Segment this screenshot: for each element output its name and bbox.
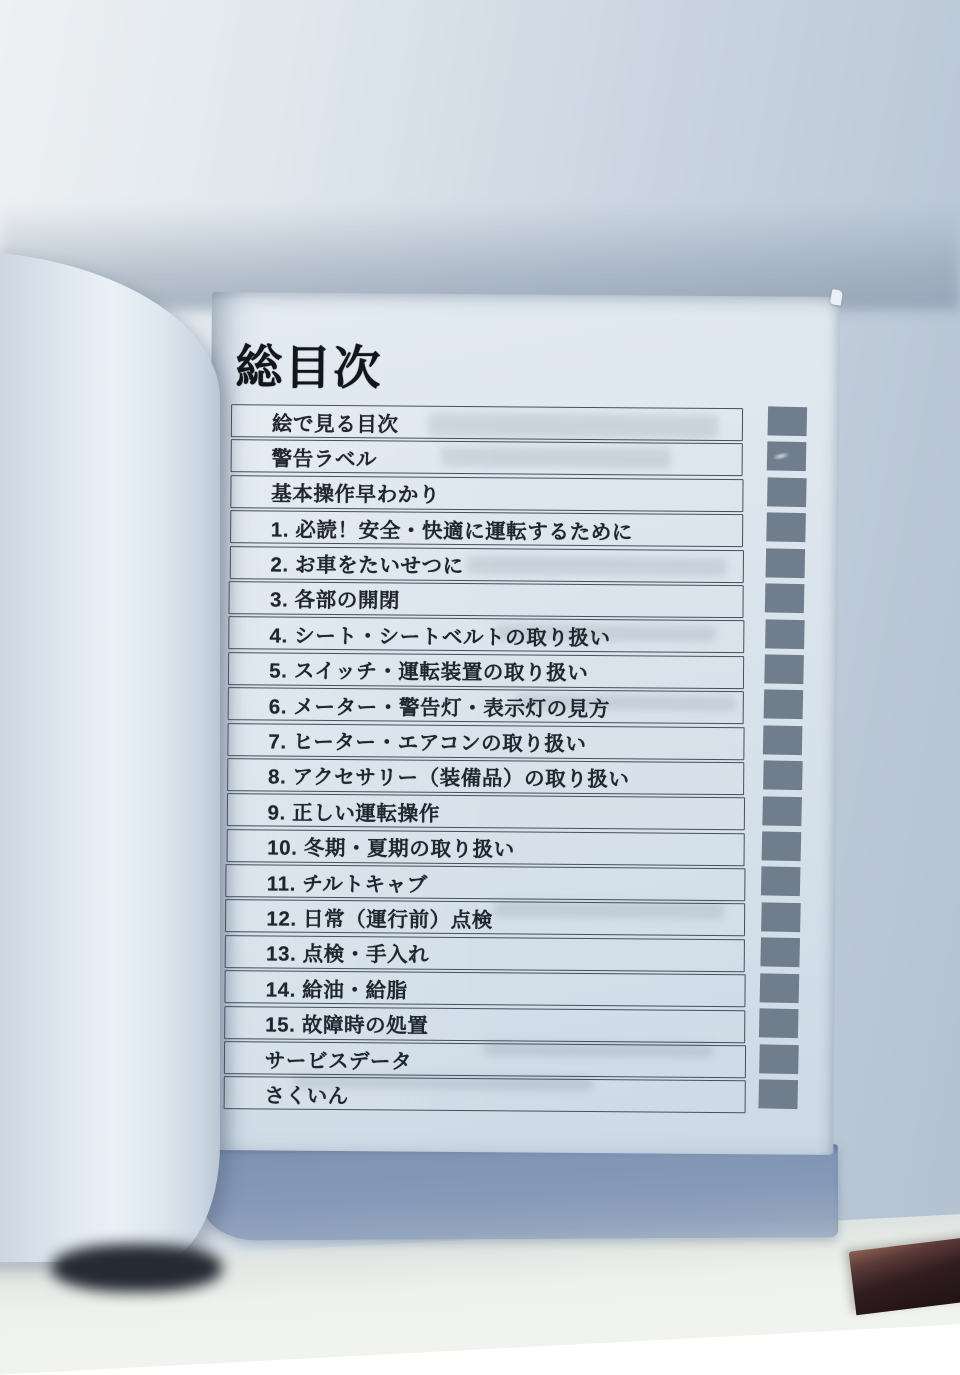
toc-row [228, 687, 745, 724]
toc-item-label: 11. チルトキャブ [227, 866, 428, 898]
tab-marker [763, 725, 803, 755]
tab-marker [759, 1044, 799, 1074]
page-title: 総目次 [235, 330, 383, 398]
toc-item-label: 15. 故障時の処置 [225, 1007, 428, 1039]
toc-item-label: 警告ラベル [231, 441, 377, 472]
tab-marker [761, 867, 801, 897]
toc-row [228, 652, 744, 689]
tab-marker [767, 442, 807, 472]
toc-item-label: 3. 各部の開閉 [230, 583, 400, 614]
toc-item-label: 絵で見る目次 [232, 406, 399, 437]
toc-item-label: 1. 必読！安全・快適に運転するために [231, 512, 633, 545]
toc-item-label: サービスデータ [225, 1043, 413, 1074]
tab-marker [767, 477, 807, 507]
toc-row [225, 935, 745, 972]
tab-marker [762, 831, 802, 861]
tab-marker [758, 1079, 798, 1109]
tab-marker [766, 513, 806, 543]
tab-marker [760, 938, 800, 968]
ink-smudge [772, 451, 791, 462]
toc-row [227, 758, 745, 795]
tab-marker [760, 973, 800, 1003]
tab-marker [766, 548, 806, 578]
toc-row [225, 900, 745, 937]
toc-row [224, 1041, 746, 1078]
tab-marker [765, 619, 805, 649]
toc-item-label: さくいん [224, 1078, 349, 1109]
toc-row [230, 475, 743, 512]
tab-marker [764, 690, 804, 720]
toc-row [226, 864, 745, 901]
toc-item-label: 7. ヒーター・エアコンの取り扱い [228, 724, 586, 757]
toc-row [229, 546, 743, 583]
toc-row [223, 1077, 746, 1114]
toc-row [231, 404, 743, 441]
toc-item-label: 2. お車をたいせつに [230, 547, 464, 579]
toc-row [228, 616, 744, 653]
tab-marker [761, 902, 801, 932]
toc-item-label: 10. 冬期・夏期の取り扱い [227, 830, 515, 862]
toc-row [230, 510, 744, 547]
toc-page [205, 292, 840, 1155]
toc-item-label: 4. シート・シートベルトの取り扱い [229, 618, 610, 651]
dark-shadow-bottom-left [52, 1244, 222, 1292]
toc-row [227, 723, 744, 760]
tab-marker [768, 406, 808, 436]
toc-item-label: 12. 日常（運行前）点検 [226, 901, 493, 933]
toc-row [224, 1006, 746, 1043]
tab-marker [765, 583, 805, 613]
tab-marker [764, 654, 804, 684]
toc-row [226, 829, 745, 866]
toc-item-label: 9. 正しい運転操作 [228, 795, 441, 827]
toc-row [229, 581, 744, 618]
toc-item-label: 基本操作早わかり [231, 476, 440, 508]
toc-item-label: 13. 点検・手入れ [226, 936, 429, 968]
tab-marker [763, 761, 803, 791]
book-page-edge-band [202, 1144, 838, 1240]
tab-marker [759, 1008, 799, 1038]
toc-list [226, 404, 772, 1116]
toc-row [230, 440, 743, 477]
toc-item-label: 5. スイッチ・運転装置の取り扱い [229, 653, 588, 686]
toc-item-label: 8. アクセサリー（装備品）の取り扱い [228, 760, 630, 793]
tab-marker [762, 796, 802, 826]
toc-item-label: 6. メーター・警告灯・表示灯の見方 [229, 689, 610, 722]
curled-pages [0, 250, 220, 1262]
toc-row [226, 793, 744, 830]
toc-item-label: 14. 給油・給脂 [226, 972, 408, 1003]
toc-row [225, 970, 746, 1007]
